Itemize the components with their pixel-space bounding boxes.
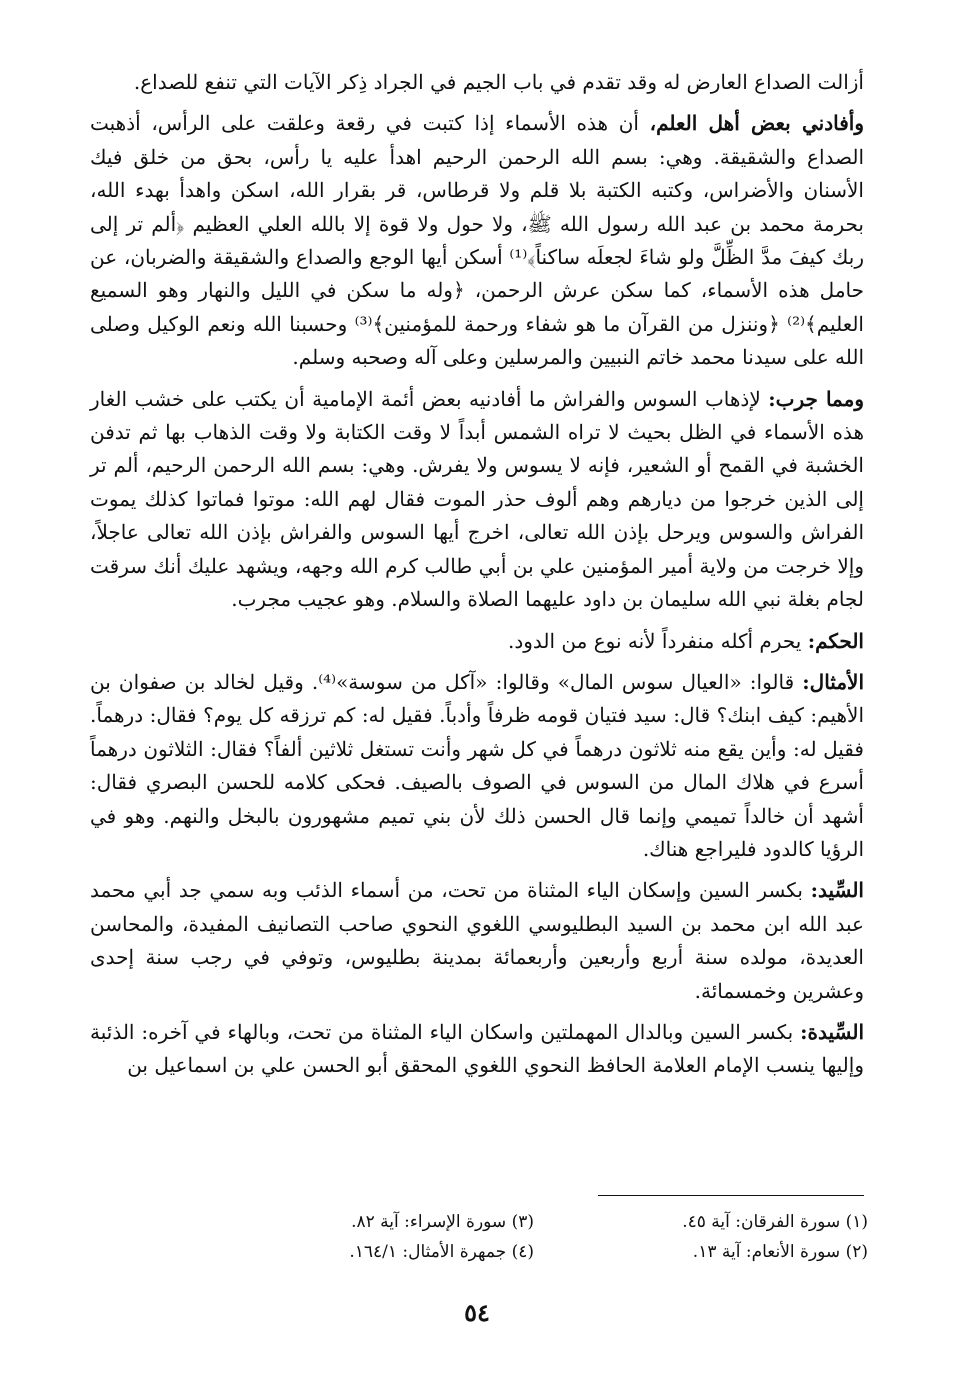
page-number: ٥٤ xyxy=(464,1298,490,1327)
paragraph-body: بكسر السين وبالدال المهملتين واسكان الياء المثناة من تحت، وبالهاء في آخره: الذئبة وإليها ينسب الإمام العلامة الحافظ النحوي اللغوي المحقق أبو الحسن علي بن اسماعيل بن xyxy=(90,1019,864,1078)
paragraph xyxy=(90,107,864,374)
paragraph-body: أن هذه الأسماء إذا كتبت في رقعة وعلقت على الرأس، أذهبت الصداع والشقيقة. وهي: بسم الله الرحمن الرحيم اهدأ عليه يا رأس، بحق من خلق فيك الأسنان والأضراس، وكتبه الكتبة بلا قلم ولا قرطاس، قر بقرار الله، اسكن واهدأ بهدء الله، بحرمة محمد بن عبد الله رسول الله ﷺ، ولا حول ولا قوة إلا بالله العلي العظيم ﴿ألم تر إلى ربك كيفَ مدَّ الظِّلَّ ولو شاءَ لجعلَه ساكناً﴾⁽¹⁾ أسكن أيها الوجع والصداع والشقيقة والضربان، عن حامل هذه الأسماء، كما سكن عرش الرحمن، ﴿وله ما سكن في الليل والنهار وهو السميع العليم﴾⁽²⁾ ﴿وننزل من القرآن ما هو شفاء ورحمة للمؤمنين﴾⁽³⁾ وحسبنا الله ونعم الوكيل وصلى الله على سيدنا محمد خاتم النبيين والمرسلين وعلى آله وصحبه وسلم. xyxy=(90,111,864,370)
paragraph-lead: ومما جرب: xyxy=(768,386,864,411)
paragraph-body: يحرم أكله منفرداً لأنه نوع من الدود. xyxy=(507,628,808,653)
paragraph xyxy=(90,666,864,866)
paragraph-body: لإذهاب السوس والفراش ما أفادنيه بعض أئمة الإمامية أن يكتب على خشب الغار هذه الأسماء في الظل بحيث لا تراه الشمس أبداً لا وقت الكتابة ولا وقت الذهاب بها ثم تدفن الخشبة في القمح أو الشعير، فإنه لا يسوس ولا يفرش. وهي: بسم الله الرحمن الرحيم، ألم تر إلى الذين خرجوا من ديارهم وهم ألوف حذر الموت فقال لهم الله: موتوا فماتوا كذلك يموت الفراش والسوس ويرحل بإذن الله تعالى، اخرج أيها السوس والفراش بإذن الله تعالى عاجلاً، وإلا خرجت من ولاية أمير المؤمنين علي بن أبي طالب كرم الله وجهه، ويشهد عليك أنك سرقت لجام بغلة نبي الله سليمان بن داود عليهما الصلاة والسلام. وهو عجيب مجرب. xyxy=(90,386,864,612)
paragraph-lead: الحكم: xyxy=(807,628,864,653)
footnotes xyxy=(200,1210,868,1264)
paragraph-lead: وأفادني بعض أهل العلم، xyxy=(649,111,864,136)
paragraph-lead: السِّيدة: xyxy=(800,1019,864,1044)
paragraph xyxy=(90,874,864,1008)
main-text xyxy=(90,66,864,1083)
paragraph xyxy=(90,625,864,658)
footnote-divider xyxy=(598,1195,864,1196)
paragraph-lead: الأمثال: xyxy=(802,669,864,694)
paragraph xyxy=(90,383,864,617)
footnote: (١) سورة الفرقان: آية ٤٥. xyxy=(682,1212,868,1232)
paragraph-body: قالوا: «العيال سوس المال» وقالوا: «آكل من سوسة»⁽⁴⁾. وقيل لخالد بن صفوان بن الأهيم: كيف ابنك؟ قال: سيد فتيان قومه ظرفاً وأدباً. فقيل له: كم ترزقه كل يوم؟ فقال: درهماً. فقيل له: وأين يقع منه ثلاثون درهماً في كل شهر وأنت تستغل ثلاثين ألفاً؟ فقال: الثلاثون درهماً أسرع في هلاك المال من السوس في الصوف بالصيف. فحكى كلامه للحسن البصري فقال: أشهد أن خالداً تميمي وإنما قال الحسن ذلك لأن بني تميم مشهورون بالبخل والنهم. وهو في الرؤيا كالدود فليراجع هناك. xyxy=(90,669,864,861)
paragraph-lead: السِّيد: xyxy=(810,878,864,903)
footnote: (٣) سورة الإسراء: آية ٨٢. xyxy=(351,1212,534,1232)
footnote: (٢) سورة الأنعام: آية ١٣. xyxy=(692,1242,868,1262)
footnote: (٤) جمهرة الأمثال: ١٦٤/١. xyxy=(349,1242,534,1262)
paragraph-body: بكسر السين وإسكان الياء المثناة من تحت، من أسماء الذئب وبه سمي جد أبي محمد عبد الله ابن محمد بن السيد البطليوسي اللغوي النحوي صاحب التصانيف المفيدة، والمحاسن العديدة، مولده سنة أربع وأربعين وأربعمائة بمدينة بطليوس، وتوفي في رجب سنة إحدى وعشرين وخمسمائة. xyxy=(90,878,864,1003)
paragraph-body: أزالت الصداع العارض له وقد تقدم في باب الجيم في الجراد ذِكر الآيات التي تنفع للصداع. xyxy=(133,70,864,94)
paragraph xyxy=(90,66,864,99)
paragraph xyxy=(90,1016,864,1083)
